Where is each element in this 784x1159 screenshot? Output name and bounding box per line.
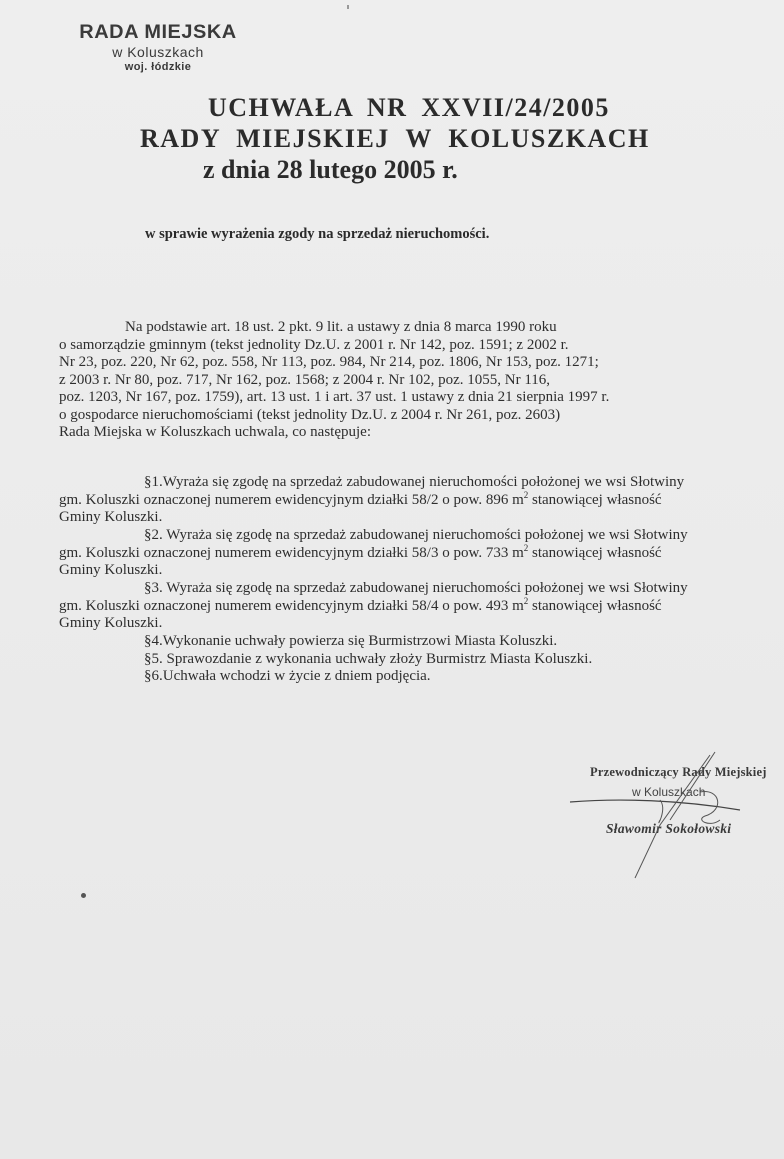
paragraph-2 <box>59 527 759 580</box>
paragraph-line <box>59 489 759 510</box>
stamp-line-1: RADA MIEJSKA <box>79 22 237 43</box>
preamble-line: Na podstawie art. 18 ust. 2 pkt. 9 lit. a ustawy z dnia 8 marca 1990 roku <box>125 319 557 335</box>
paragraph-line: Gminy Koluszki. <box>59 562 163 578</box>
council-stamp <box>58 22 258 74</box>
paragraph-line <box>59 542 759 563</box>
paragraph-line: §2. Wyraża się zgodę na sprzedaż zabudowanej nieruchomości położonej we wsi Słotwiny <box>144 527 688 543</box>
paragraph-line: Gminy Koluszki. <box>59 509 163 525</box>
preamble-line: poz. 1203, Nr 167, poz. 1759), art. 13 ust. 1 i art. 37 ust. 1 ustawy z dnia 21 sierpnia 1997 r. <box>59 389 610 405</box>
paragraph-5: §5. Sprawozdanie z wykonania uchwały złoży Burmistrz Miasta Koluszki. <box>144 650 593 667</box>
signature-city: w Koluszkach <box>632 785 706 799</box>
superscript: 2 <box>523 542 529 553</box>
paragraph-text: stanowiącej własność <box>528 597 662 614</box>
scan-speck <box>81 893 86 898</box>
paragraph-line: Gminy Koluszki. <box>59 615 163 631</box>
resolution-subject: w sprawie wyrażenia zgody na sprzedaż nieruchomości. <box>145 226 490 242</box>
paragraph-text: gm. Koluszki oznaczonej numerem ewidencyjnym działki 58/2 o pow. 896 m <box>59 491 524 508</box>
preamble-line: o gospodarce nieruchomościami (tekst jednolity Dz.U. z 2004 r. Nr 261, poz. 2603) <box>59 406 561 423</box>
superscript: 2 <box>523 489 529 500</box>
paragraph-text: stanowiącej własność <box>528 544 662 561</box>
preamble-line: z 2003 r. Nr 80, poz. 717, Nr 162, poz. 1568; z 2004 r. Nr 102, poz. 1055, Nr 116, <box>59 371 551 388</box>
stamp-line-2: w Koluszkach <box>112 44 204 60</box>
preamble-line: o samorządzie gminnym (tekst jednolity Dz.U. z 2001 r. Nr 142, poz. 1591; z 2002 r. <box>59 336 569 353</box>
paragraph-3 <box>59 580 759 633</box>
superscript: 2 <box>523 595 529 606</box>
signature-title: Przewodniczący Rady Miejskiej <box>590 765 767 779</box>
paragraph-6: §6.Uchwała wchodzi w życie z dniem podjęcia. <box>144 668 431 684</box>
council-name: RADY MIEJSKIEJ W KOLUSZKACH <box>140 124 650 153</box>
resolution-number: UCHWAŁA NR XXVII/24/2005 <box>208 93 610 122</box>
paragraph-line <box>59 595 759 616</box>
handwritten-signature-icon <box>560 740 784 880</box>
paragraph-line: §1.Wyraża się zgodę na sprzedaż zabudowanej nieruchomości położonej we wsi Słotwiny <box>144 474 685 490</box>
paragraph-text: stanowiącej własność <box>528 491 662 508</box>
preamble-line: Rada Miejska w Koluszkach uchwala, co następuje: <box>59 424 371 440</box>
resolution-date: z dnia 28 lutego 2005 r. <box>203 155 458 184</box>
scan-speck <box>347 5 349 9</box>
signature-name: Sławomir Sokołowski <box>606 821 732 836</box>
closing-paragraphs <box>59 633 759 686</box>
preamble-line: Nr 23, poz. 220, Nr 62, poz. 558, Nr 113, poz. 984, Nr 214, poz. 1806, Nr 153, poz. 1271; <box>59 354 599 370</box>
paragraph-line: §3. Wyraża się zgodę na sprzedaż zabudowanej nieruchomości położonej we wsi Słotwiny <box>144 580 688 596</box>
paragraph-text: gm. Koluszki oznaczonej numerem ewidencyjnym działki 58/3 o pow. 733 m <box>59 544 524 561</box>
preamble <box>59 319 759 442</box>
paragraph-1 <box>59 474 759 527</box>
paragraph-text: gm. Koluszki oznaczonej numerem ewidencyjnym działki 58/4 o pow. 493 m <box>59 597 524 614</box>
stamp-line-3: woj. łódzkie <box>124 61 192 73</box>
paragraph-4: §4.Wykonanie uchwały powierza się Burmistrzowi Miasta Koluszki. <box>144 633 558 649</box>
